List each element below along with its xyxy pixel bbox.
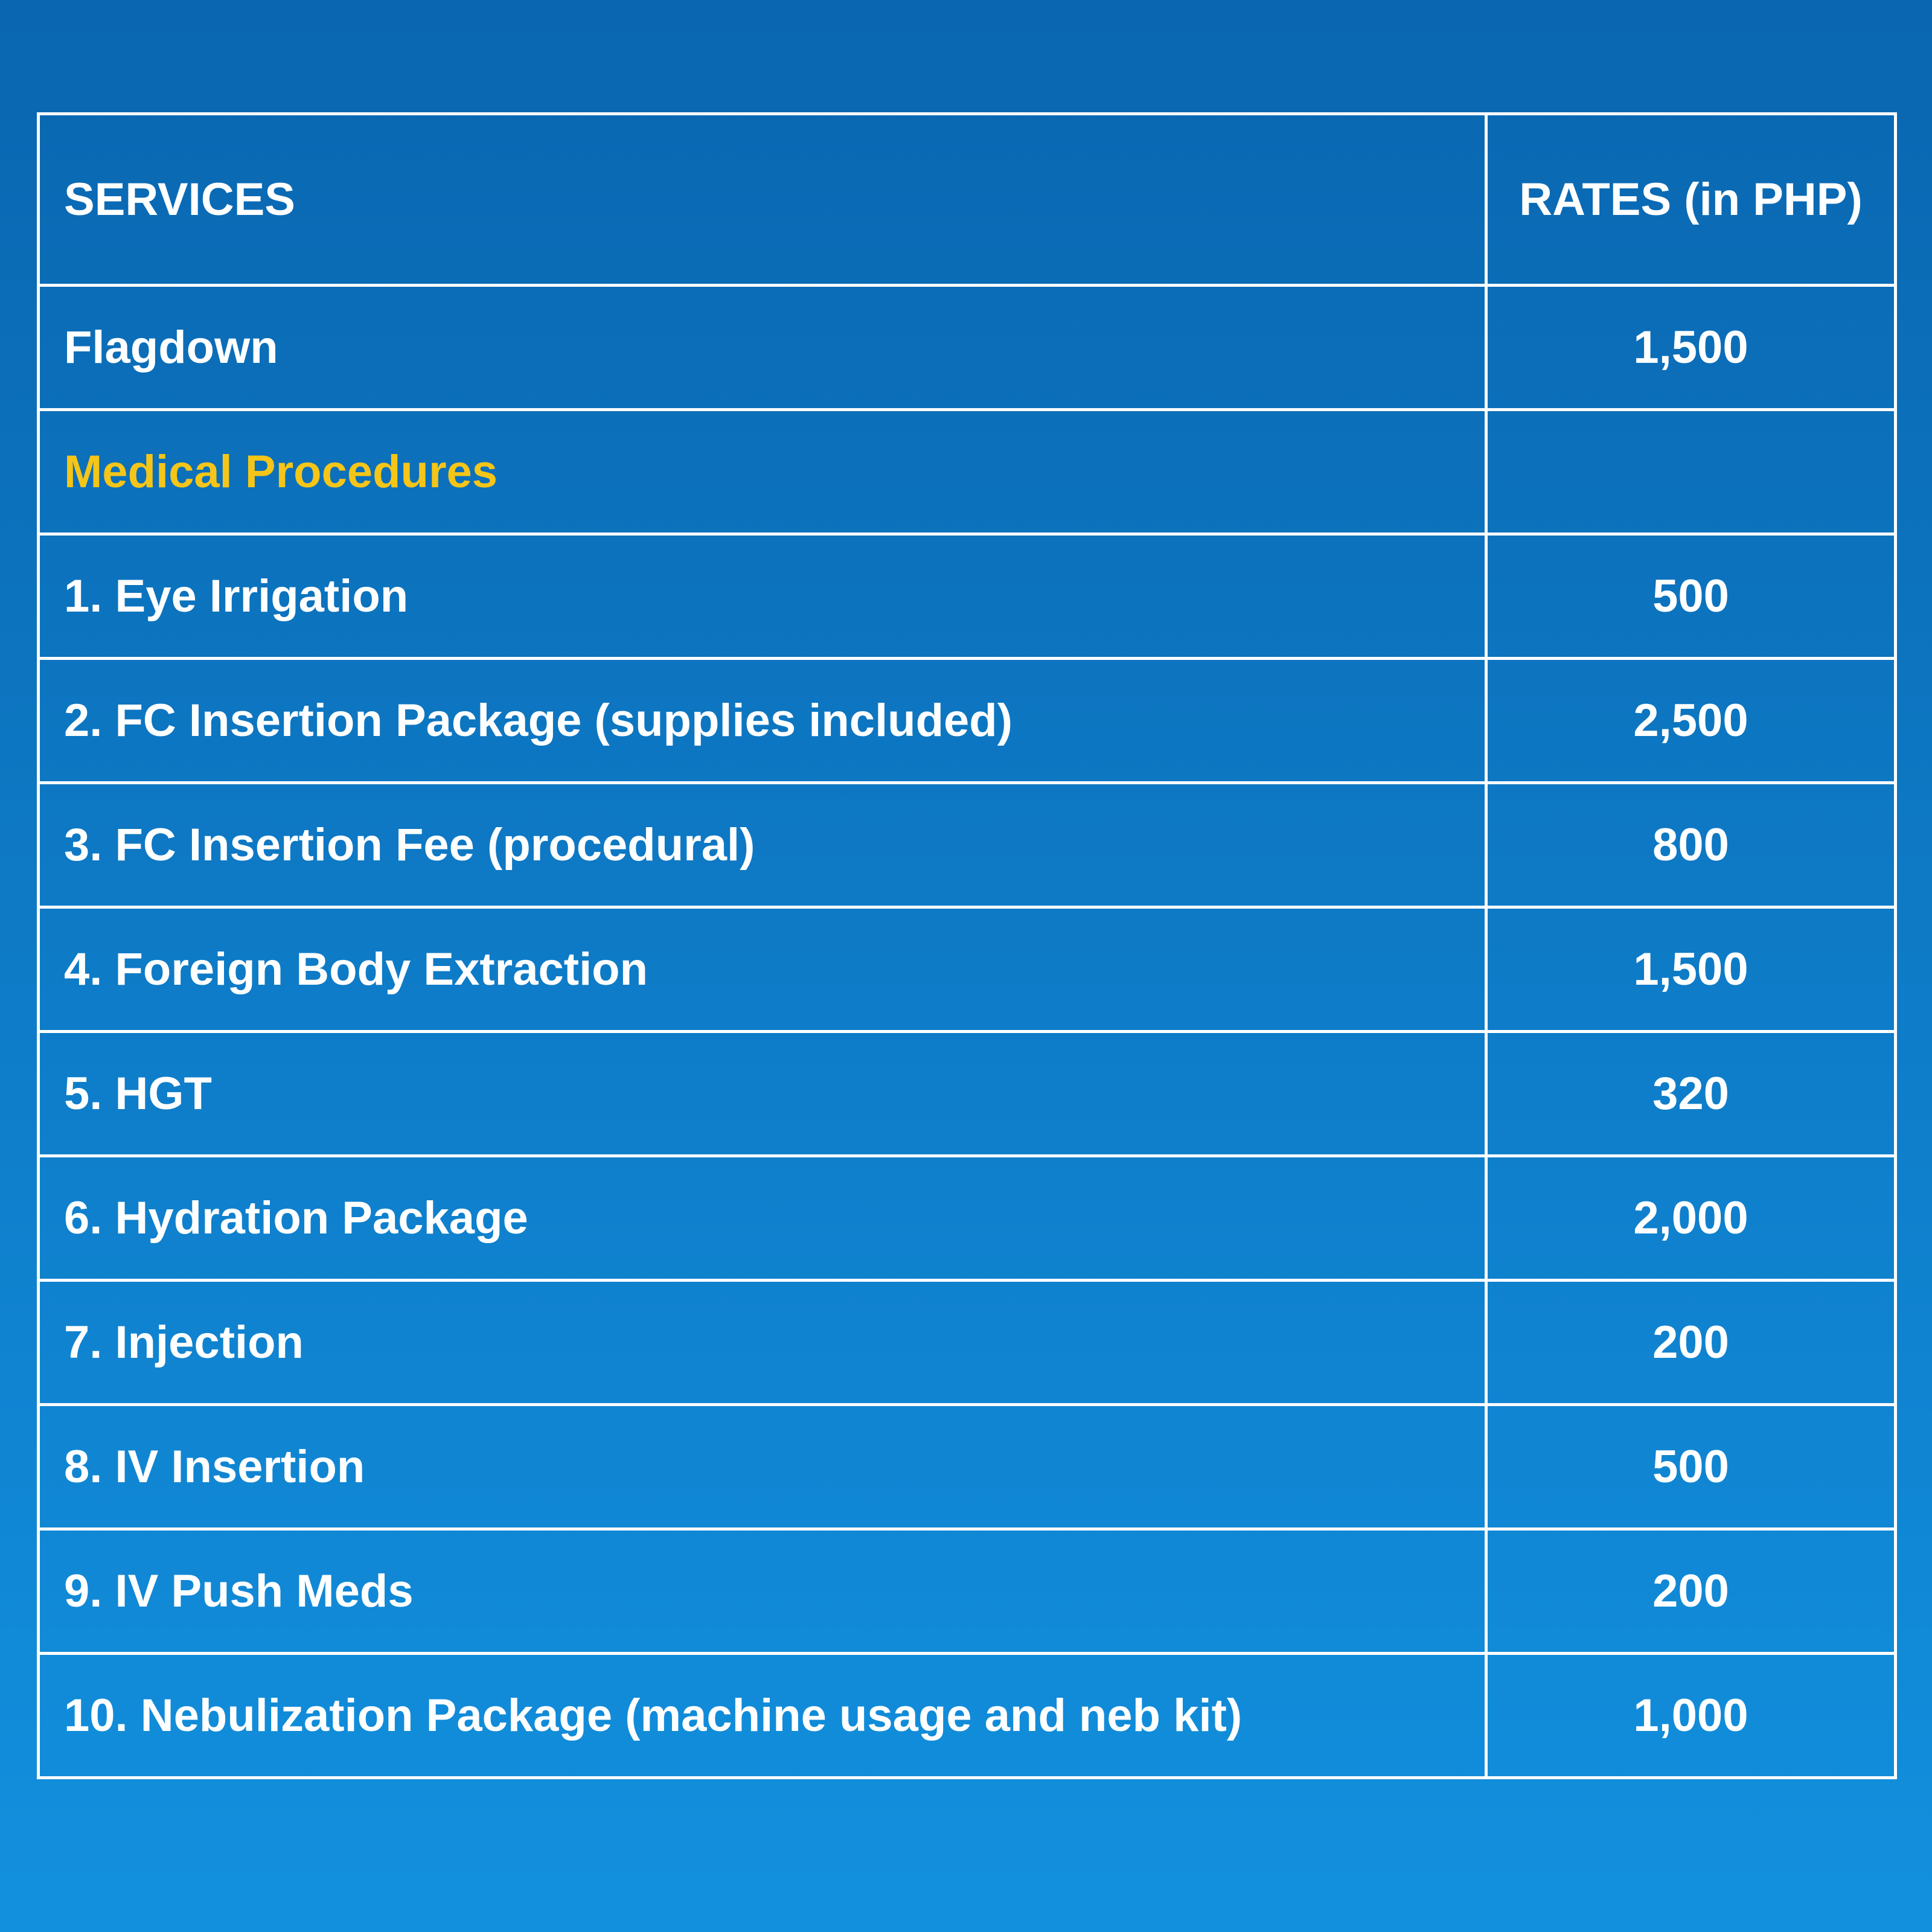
table-row (39, 1405, 1896, 1529)
service-rate: 200 (1486, 1281, 1896, 1405)
service-rate: 200 (1486, 1529, 1896, 1654)
table-row (39, 1156, 1896, 1281)
service-rate (1486, 410, 1896, 534)
service-name: 4. Foreign Body Extraction (39, 907, 1486, 1032)
service-rate: 500 (1486, 534, 1896, 659)
table-row (39, 1654, 1896, 1778)
service-name: 9. IV Push Meds (39, 1529, 1486, 1654)
service-name: 5. HGT (39, 1032, 1486, 1156)
service-rate: 2,500 (1486, 659, 1896, 783)
table-row (39, 907, 1896, 1032)
rates-column-header: RATES (in PHP) (1486, 114, 1896, 286)
table-row (39, 534, 1896, 659)
table-row (39, 783, 1896, 907)
services-column-header: SERVICES (39, 114, 1486, 286)
section-heading: Medical Procedures (39, 410, 1486, 534)
service-rate: 800 (1486, 783, 1896, 907)
service-rate: 320 (1486, 1032, 1896, 1156)
service-rate: 500 (1486, 1405, 1896, 1529)
table-row (39, 286, 1896, 410)
service-name: 3. FC Insertion Fee (procedural) (39, 783, 1486, 907)
service-rate: 1,500 (1486, 907, 1896, 1032)
service-name: 6. Hydration Package (39, 1156, 1486, 1281)
service-name: 7. Injection (39, 1281, 1486, 1405)
section-heading-row (39, 410, 1896, 534)
table-row (39, 1032, 1896, 1156)
service-name: 10. Nebulization Package (machine usage and neb kit) (39, 1654, 1486, 1778)
service-name: Flagdown (39, 286, 1486, 410)
service-name: 1. Eye Irrigation (39, 534, 1486, 659)
table-header-row (39, 114, 1896, 286)
table-row (39, 1529, 1896, 1654)
table-row (39, 1281, 1896, 1405)
service-rate: 1,000 (1486, 1654, 1896, 1778)
service-rate: 1,500 (1486, 286, 1896, 410)
service-name: 8. IV Insertion (39, 1405, 1486, 1529)
table-row (39, 659, 1896, 783)
rates-table (37, 112, 1897, 1779)
service-name: 2. FC Insertion Package (supplies included) (39, 659, 1486, 783)
service-rate: 2,000 (1486, 1156, 1896, 1281)
